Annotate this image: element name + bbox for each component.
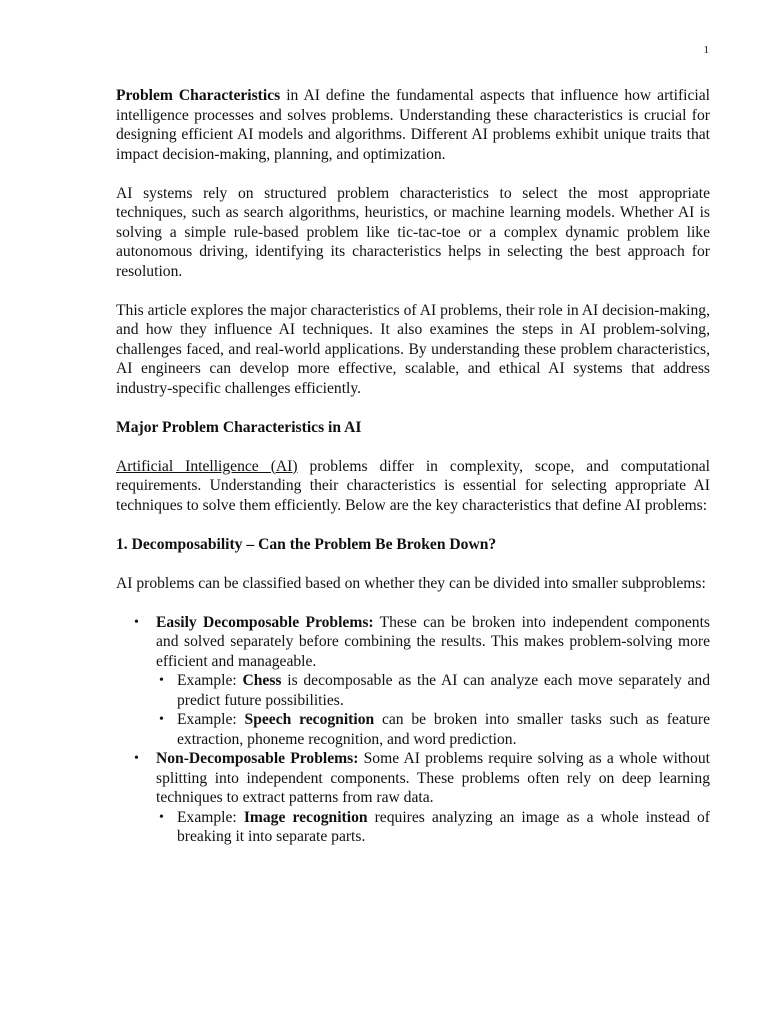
document-body bbox=[116, 86, 710, 847]
intro-paragraph-2: AI systems rely on structured problem characteristics to select the most appropriate techniques, such as search algorithms, heuristics, or machine learning models. Whether AI is solving a simple rule-based problem like tic-tac-toe or a complex dynamic problem like autonomous driving, identifying its characteristics helps in selecting the best approach for resolution. bbox=[116, 184, 710, 280]
example-text: is decomposable as the AI can analyze each move separately and predict future possibilities. bbox=[177, 672, 711, 709]
example-prefix: Example: bbox=[177, 711, 245, 728]
intro-paragraph-3: This article explores the major characteristics of AI problems, their role in AI decision-making, and how they influence AI techniques. It also examines the steps in AI problem-solving, challenges faced, and real-world applications. By understanding these problem characteristics, AI engineers can develop more effective, scalable, and ethical AI systems that address industry-specific challenges efficiently. bbox=[116, 301, 710, 397]
list-item-term: Non-Decomposable Problems: bbox=[156, 750, 359, 767]
intro-paragraph-1 bbox=[116, 86, 710, 164]
example-text: can be broken into smaller tasks such as feature extraction, phoneme recognition, and word prediction. bbox=[177, 711, 710, 748]
example-prefix: Example: bbox=[177, 808, 244, 826]
example-list bbox=[156, 671, 710, 749]
decomposability-intro: AI problems can be classified based on whether they can be divided into smaller subproblems: bbox=[116, 574, 706, 592]
list-item-non-decomposable bbox=[156, 749, 710, 847]
page-number: 1 bbox=[703, 44, 709, 56]
list-item-easily-decomposable bbox=[156, 613, 710, 750]
major-paragraph-text: problems differ in complexity, scope, and computational requirements. Understanding their characteristics is essential for selecting appropriate AI techniques to solve them efficiently. Below are the key characteristics that define AI problems: bbox=[116, 457, 710, 514]
example-term: Speech recognition bbox=[244, 711, 375, 728]
major-paragraph bbox=[116, 457, 710, 516]
problem-type-list bbox=[116, 613, 710, 847]
example-list bbox=[156, 808, 710, 847]
example-item bbox=[177, 808, 710, 847]
list-item-text: Some AI problems require solving as a whole without splitting into independent components. These problems often rely on deep learning techniques to extract patterns from raw data. bbox=[156, 750, 710, 806]
ai-link[interactable]: Artificial Intelligence (AI) bbox=[116, 457, 298, 475]
example-item bbox=[177, 710, 710, 749]
example-term: Chess bbox=[242, 672, 282, 689]
section-heading-major: Major Problem Characteristics in AI bbox=[116, 418, 362, 436]
example-item bbox=[177, 671, 710, 710]
section-heading-decomposability: 1. Decomposability – Can the Problem Be Broken Down? bbox=[116, 535, 497, 553]
example-text: requires analyzing an image as a whole instead of breaking it into separate parts. bbox=[177, 808, 710, 845]
example-prefix: Example: bbox=[177, 672, 243, 689]
intro-bold-term: Problem Characteristics bbox=[116, 87, 281, 104]
intro-paragraph-1-text: in AI define the fundamental aspects that influence how artificial intelligence processes and solves problems. Understanding these characteristics is crucial for designing efficient AI models and algorithms. Different AI problems exhibit unique traits that impact decision-making, planning, and optimization. bbox=[116, 87, 710, 163]
example-term: Image recognition bbox=[243, 808, 368, 826]
list-item-term: Easily Decomposable Problems: bbox=[156, 613, 374, 631]
list-item-text: These can be broken into independent components and solved separately before combining the results. This makes problem-solving more efficient and manageable. bbox=[156, 613, 710, 670]
